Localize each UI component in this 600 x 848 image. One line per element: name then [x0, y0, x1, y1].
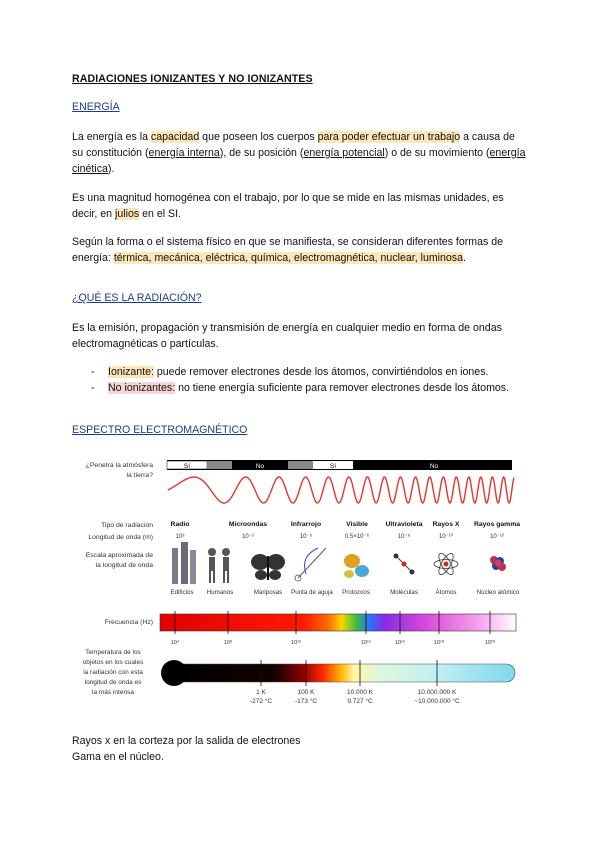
wavelength-wave	[168, 477, 514, 503]
label-wavelength: Longitud de onda (m)	[88, 534, 153, 541]
temp-c-4: ~10.000.000 °C	[414, 698, 460, 705]
molecules-icon	[394, 554, 415, 575]
atom-icon	[434, 551, 458, 576]
scale-label-moleculas: Moléculas	[390, 589, 418, 596]
type-name-rayos-x: Rayos X	[432, 521, 460, 528]
freq-label-6: 10¹⁸	[433, 640, 445, 646]
paragraph-energia-units: Es una magnitud homogénea con el trabajo, por lo que se mide en las mismas unidades, es decir, en julios en el SI.	[72, 192, 504, 220]
section-heading-espectro: ESPECTRO ELECTROMAGNÉTICO	[72, 424, 248, 436]
label-temp-3: la radiación con esta	[83, 669, 143, 676]
type-name-radio: Radio	[170, 521, 190, 528]
type-wl-rayos-x: 10⁻¹⁰	[438, 534, 454, 540]
atm-label-2: No	[255, 463, 265, 470]
needle-icon	[295, 548, 326, 581]
temp-k-2: 100 K	[297, 689, 315, 696]
atm-label-1: Sí	[183, 463, 191, 470]
temp-c-2: -173 °C	[294, 698, 318, 705]
atm-label-3: Sí	[329, 463, 337, 470]
page-title: RADIACIONES IONIZANTES Y NO IONIZANTES	[72, 73, 313, 85]
freq-label-1: 10⁴	[170, 640, 180, 646]
scale-label-edificios: Edificios	[170, 589, 194, 596]
scale-label-nucleo: Núcleo atómico	[476, 589, 520, 596]
label-frequency: Frecuencia (Hz)	[104, 619, 153, 626]
note-gama: Gama en el núcleo.	[72, 751, 164, 763]
atm-gray-2	[288, 461, 313, 469]
label-temp-1: Temperatura de los	[85, 649, 141, 656]
freq-label-5: 10¹⁶	[394, 640, 406, 646]
type-name-visible: Visible	[346, 521, 368, 528]
temperature-bar	[172, 664, 515, 682]
freq-label-4: 10¹⁵	[360, 640, 372, 646]
list-item-ionizante: - Ionizante: puede remover electrones desde los átomos, convirtiéndolos en iones.	[91, 364, 521, 380]
type-wl-infrarrojo: 10⁻⁵	[299, 534, 313, 540]
temp-c-3: 9.727 °C	[347, 698, 373, 705]
temp-c-1: -272 °C	[249, 698, 273, 705]
type-name-rayos-gamma: Rayos gamma	[473, 521, 521, 528]
scale-label-punta-aguja: Punta de aguja	[291, 589, 333, 596]
freq-label-7: 10²⁰	[484, 640, 496, 646]
freq-label-2: 10⁸	[223, 640, 233, 646]
label-temp-5: la más intensa	[92, 689, 134, 696]
section-heading-energia: ENERGÍA	[72, 101, 120, 113]
thermometer-bulb	[161, 660, 187, 686]
atm-gray-1	[207, 461, 232, 469]
frequency-bar	[160, 614, 516, 631]
scale-label-protozoos: Protozoos	[342, 589, 370, 596]
list-item-no-ionizante: - No ionizantes: no tiene energía suficiente para remover electrones desde los átomos.	[91, 380, 521, 396]
label-atmosphere: ¿Penetra la atmósfera	[85, 462, 153, 469]
type-wl-ultravioleta: 10⁻⁸	[397, 534, 411, 540]
section-heading-radiacion: ¿QUÉ ES LA RADIACIÓN?	[72, 292, 202, 304]
type-wl-rayos-gamma: 10⁻¹²	[490, 534, 504, 540]
scale-label-atomos: Átomos	[435, 589, 457, 596]
freq-label-3: 10¹²	[291, 640, 301, 646]
label-radiation-type: Tipo de radiación	[101, 522, 153, 529]
label-scale-2: la longitud de onda	[95, 562, 153, 569]
scale-label-mariposas: Mariposas	[253, 589, 283, 596]
paragraph-energia-definition: La energía es la capacidad que poseen los cuerpos para poder efectuar un trabajo a causa de su constitución (energía interna), de su posición (energía potencial) o de su movimiento (energía cinética).	[72, 131, 526, 175]
label-atmosphere-2: la tierra?	[126, 472, 153, 479]
butterfly-icon	[251, 554, 285, 580]
type-wl-microondas: 10⁻²	[242, 534, 254, 540]
humans-icon	[208, 548, 230, 583]
paragraph-energia-forms: Según la forma o el sistema físico en que se manifiesta, se consideran diferentes formas de energía: térmica, mecánica, eléctrica, química, electromagnética, nuclear, luminosa.	[72, 236, 504, 264]
type-name-microondas: Microondas	[228, 521, 268, 528]
nucleus-icon	[490, 556, 506, 571]
type-name-infrarrojo: Infrarrojo	[290, 521, 322, 528]
atm-label-4: No	[429, 463, 439, 470]
type-name-ultravioleta: Ultravioleta	[385, 521, 423, 528]
scale-label-humanos: Humanos	[206, 589, 234, 596]
type-wl-radio: 10³	[175, 534, 185, 540]
temp-k-4: 10.000.000 K	[417, 689, 457, 696]
label-scale: Escala aproximada de	[85, 552, 153, 559]
label-temp-4: longitud de onda es	[84, 679, 142, 686]
building-icon	[172, 542, 196, 584]
temp-k-1: 1 K	[256, 689, 266, 696]
note-rayos-x: Rayos x en la corteza por la salida de electrones	[72, 735, 301, 747]
type-wl-visible: 0.5×10⁻⁶	[344, 534, 370, 540]
paragraph-radiacion-definition: Es la emisión, propagación y transmisión de energía en cualquier medio en forma de ondas electromagnéticas o partículas.	[72, 322, 502, 350]
label-temp-2: objetos en los cuales	[82, 659, 144, 666]
temp-k-3: 10.000 K	[346, 689, 374, 696]
protozoa-icon	[344, 554, 369, 578]
